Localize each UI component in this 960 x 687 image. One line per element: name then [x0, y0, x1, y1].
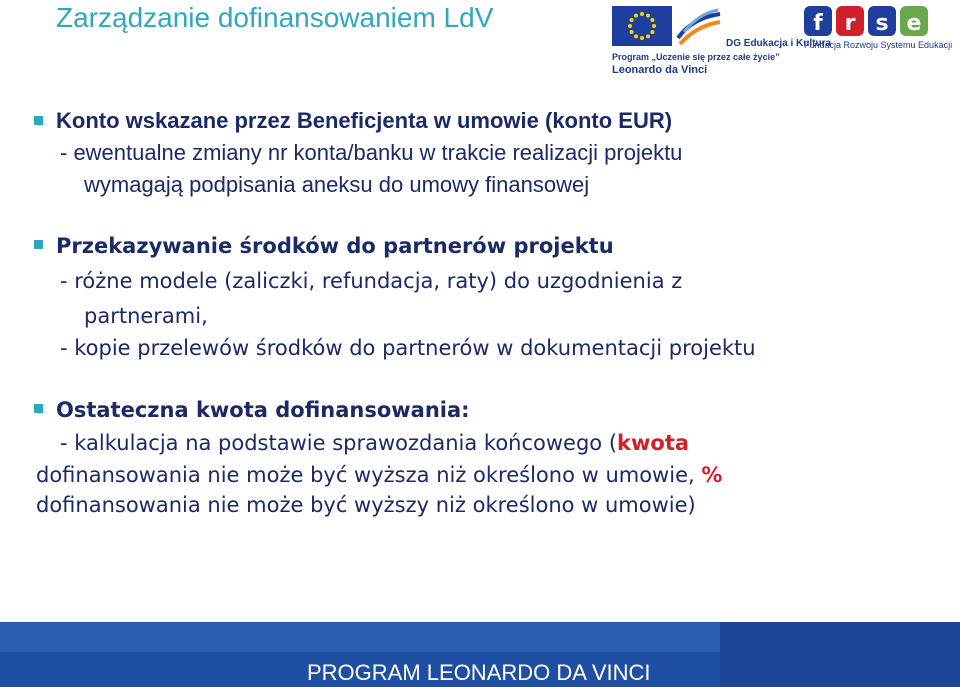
leonardo-label: Leonardo da Vinci: [612, 64, 708, 76]
highlight-text: kwota: [617, 431, 690, 455]
leonardo-swoosh-icon: [676, 8, 722, 46]
footer-bar: [0, 622, 960, 687]
section-line: [60, 430, 689, 456]
square-bullet-icon: [34, 116, 43, 125]
section-line: - ewentualne zmiany nr konta/banku w trakcie realizacji projektu: [60, 140, 683, 165]
dg-education-label: DG Edukacja i Kultura: [726, 38, 832, 49]
section-line: wymagają podpisania aneksu do umowy finansowej: [84, 172, 590, 197]
eu-flag-icon: [612, 6, 672, 46]
section-line: - kopie przelewów środków do partnerów w dokumentacji projektu: [60, 336, 756, 360]
svg-text:s: s: [875, 11, 889, 36]
section-heading: Konto wskazane przez Beneficjenta w umowie (konto EUR): [56, 108, 673, 133]
footer-strip: [720, 622, 960, 687]
svg-text:r: r: [844, 11, 856, 36]
section-line: dofinansowania nie może być wyższy niż określono w umowie): [36, 493, 696, 517]
section-heading: Ostateczna kwota dofinansowania:: [56, 398, 470, 422]
footer-program-name: PROGRAM LEONARDO DA VINCI: [307, 660, 651, 685]
line-text: - kalkulacja na podstawie sprawozdania końcowego (: [60, 431, 618, 455]
svg-text:f: f: [813, 11, 823, 36]
svg-text:e: e: [906, 11, 922, 36]
square-bullet-icon: [34, 240, 43, 249]
line-text: dofinansowania nie może być wyższa niż określono w umowie,: [36, 463, 702, 487]
section-line: partnerami,: [84, 304, 208, 328]
highlight-text: %: [701, 463, 723, 487]
frse-subtitle: Fundacja Rozwoju Systemu Edukacji: [804, 40, 953, 50]
frse-logo: [804, 4, 954, 54]
frse-mark-icon: [804, 4, 934, 38]
section-line: [36, 462, 722, 488]
section-line: - różne modele (zaliczki, refundacja, raty) do uzgodnienia z: [60, 269, 683, 293]
program-label: Program „Uczenie się przez całe życie”: [612, 52, 780, 62]
section-heading: Przekazywanie środków do partnerów projektu: [56, 234, 614, 258]
page-title: Zarządzanie dofinansowaniem LdV: [56, 2, 494, 33]
square-bullet-icon: [34, 404, 43, 413]
